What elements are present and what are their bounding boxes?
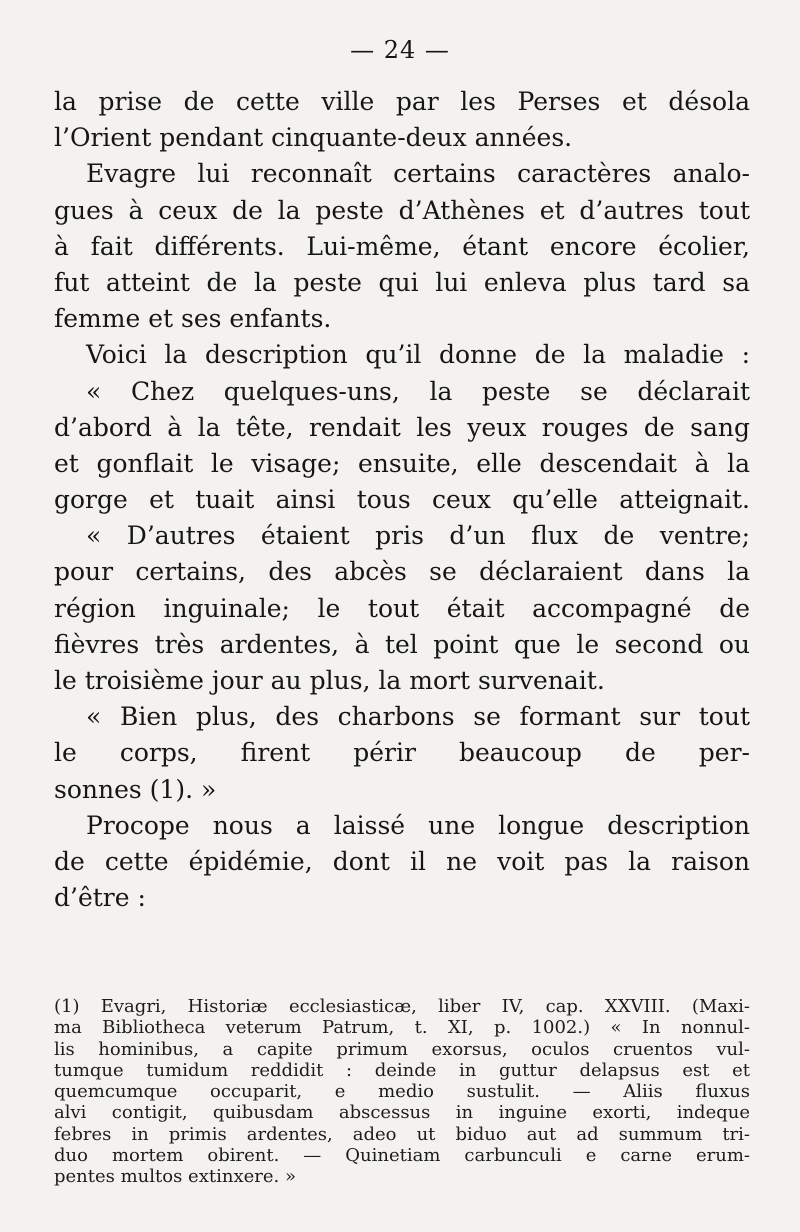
text-line: le troisième jour au plus, la mort survenait. bbox=[54, 666, 605, 695]
text-line: de cette épidémie, dont il ne voit pas la raison bbox=[54, 846, 750, 876]
footnote-line: pentes multos extinxere. » bbox=[54, 1166, 296, 1188]
text-line: d’abord à la tête, rendait les yeux rouges de sang bbox=[54, 412, 750, 442]
text-line: d’être : bbox=[54, 883, 146, 913]
text-line: fut atteint de la peste qui lui enleva plus tard sa bbox=[54, 267, 750, 297]
footnote-line: quemcumque occuparit, e medio sustulit. — Aliis fluxus bbox=[54, 1081, 750, 1103]
text-line: « Chez quelques-uns, la peste se déclarait bbox=[86, 376, 750, 406]
text-line: la prise de cette ville par les Perses et désola bbox=[54, 87, 750, 116]
text-line: gues à ceux de la peste d’Athènes et d’autres tout bbox=[54, 195, 750, 225]
main-text bbox=[54, 84, 750, 916]
text-line: Procope nous a laissé une longue description bbox=[86, 810, 750, 840]
footnote-line: lis hominibus, a capite primum exorsus, oculos cruentos vul- bbox=[54, 1038, 750, 1060]
footnote-line: febres in primis ardentes, adeo ut biduo aut ad summum tri- bbox=[54, 1123, 750, 1145]
footnote-line: tumque tumidum reddidit : deinde in guttur delapsus est et bbox=[54, 1059, 750, 1081]
footnote bbox=[54, 996, 750, 1188]
text-line: Voici la description qu’il donne de la maladie : bbox=[86, 340, 750, 370]
text-line: « D’autres étaient pris d’un flux de ventre; bbox=[86, 521, 750, 551]
text-line: Evagre lui reconnaît certains caractères analo- bbox=[86, 159, 750, 189]
text-line: le corps, firent périr beaucoup de per- bbox=[54, 738, 750, 768]
footnote-line: duo mortem obirent. — Quinetiam carbunculi e carne erum- bbox=[54, 1145, 750, 1167]
text-line: « Bien plus, des charbons se formant sur tout bbox=[86, 702, 750, 732]
text-line: sonnes (1). » bbox=[54, 774, 217, 804]
text-line: et gonflait le visage; ensuite, elle descendait à la bbox=[54, 448, 750, 478]
page-number: — 24 — bbox=[350, 36, 450, 64]
footnote-line: (1) Evagri, Historiæ ecclesiasticæ, liber IV, cap. XXVIII. (Maxi- bbox=[54, 996, 750, 1017]
footnote-line: ma Bibliotheca veterum Patrum, t. XI, p. 1002.) « In nonnul- bbox=[54, 1017, 750, 1039]
footnote-line: alvi contigit, quibusdam abscessus in inguine exorti, indeque bbox=[54, 1102, 750, 1124]
text-line: pour certains, des abcès se déclaraient dans la bbox=[54, 557, 750, 587]
text-line: femme et ses enfants. bbox=[54, 304, 332, 334]
text-line: gorge et tuait ainsi tous ceux qu’elle atteignait. bbox=[54, 485, 750, 515]
text-line: région inguinale; le tout était accompagné de bbox=[54, 593, 750, 623]
text-line: fièvres très ardentes, à tel point que le second ou bbox=[54, 629, 750, 659]
text-line: à fait différents. Lui-même, étant encore écolier, bbox=[54, 231, 750, 261]
text-line: l’Orient pendant cinquante-deux années. bbox=[54, 123, 573, 153]
